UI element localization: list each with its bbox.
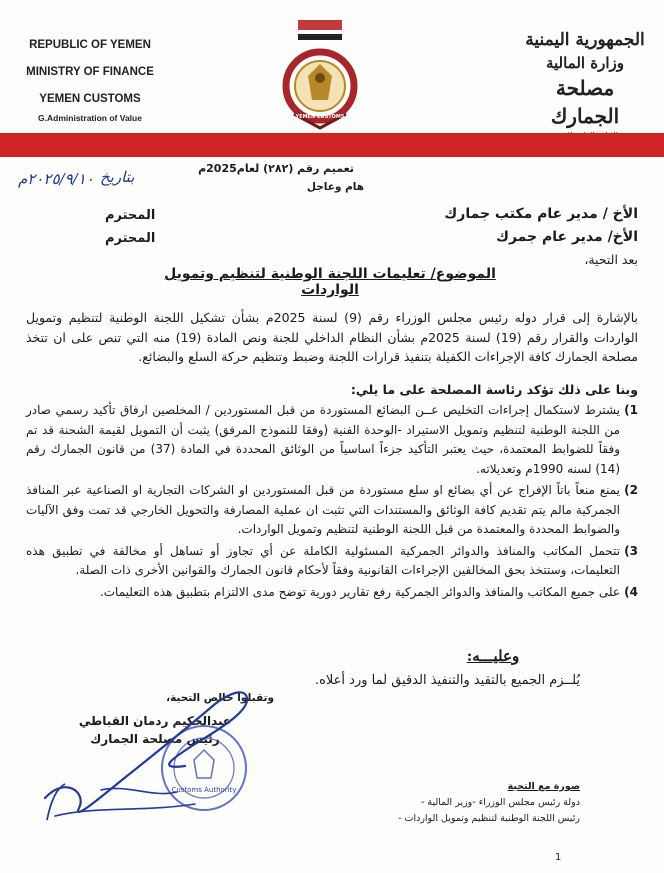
signatory-name: عبدالحكيم ردمان القباطي	[78, 714, 232, 728]
header-en-line: MINISTRY OF FINANCE	[26, 66, 154, 78]
signatory-title: رئيس مصلحة الجمارك	[90, 732, 220, 746]
item-number: 1)	[624, 403, 638, 417]
customs-emblem-logo	[280, 18, 360, 138]
subject-line: الموضوع/ تعليمات اللجنة الوطنية لتنظيم وتمويل الواردات	[164, 266, 496, 298]
header-ar-line: مصلحة الجمارك	[550, 76, 620, 128]
greeting: بعد التحية،	[584, 252, 638, 267]
copy-recipient: رئيس اللجنة الوطنية لتنظيم وتمويل الواردات -	[398, 811, 580, 827]
list-item	[26, 542, 638, 581]
list-item	[26, 481, 638, 540]
handwritten-signature	[35, 680, 275, 830]
lead-sentence: وبنا على ذلك تؤكد رئاسة المصلحة على ما يلي:	[350, 382, 638, 397]
stamp-text: Customs Authority	[171, 786, 237, 794]
thanks-line: وتقبلوا خالص التحية،	[166, 692, 274, 704]
addressee-line: الأخ / مدير عام مكتب جمارك	[444, 206, 638, 222]
copies-list	[398, 795, 580, 827]
urgent-label: هام وعاجل	[306, 181, 364, 193]
closing-sentence: يُلــزم الجميع بالتقيد والتنفيذ الدقيق لما ورد أعلاه.	[314, 673, 580, 688]
header-ar-line: الجمهورية اليمنية	[525, 30, 645, 50]
header-english	[10, 38, 170, 138]
addressee-line: الأخ/ مدير عام جمرك	[496, 229, 638, 245]
closing-heading: وعليـــه:	[466, 647, 520, 665]
header-red-bar	[0, 133, 664, 157]
handwritten-date: ٢٠٢٥/٩/١٠م	[18, 170, 94, 188]
page-number: 1	[555, 852, 562, 863]
header-ar-line: وزارة المالية	[545, 54, 625, 72]
item-text: يمنع منعاً باتاً الإفراج عن أي بضائع او سلع مستوردة من قبل المستوردين او الشركات التجارية او الصناعية عبر المنافذ الجمركية مالم يتم تقديم كافة الوثائق والمستندات التي تثبت ان عملية المصارفة والتحويل الخارجي قد تمت وفق الآليات والضوابط المحددة والمعتمدة من قبل اللجنة الوطنية لتنظيم وتمويل الواردات.	[26, 483, 620, 536]
item-text: تتحمل المكاتب والمنافذ والدوائر الجمركية المسئولية الكاملة عن أي تجاوز أو تساهل أو مخالفة في تطبيق هذه التعليمات، وستتخذ بحق المخالفين الإجراءات القانونية وفقاً لأحكام قانون الجمارك والقوانين الأخرى ذات الصلة.	[26, 543, 620, 577]
logo-text: YEMEN CUSTOMS	[295, 114, 345, 120]
header-arabic	[520, 28, 650, 142]
copies-title: صورة مع التحية	[507, 781, 580, 792]
copy-recipient: دولة رئيس مجلس الوزراء -وزير المالية -	[398, 795, 580, 811]
circular-number: تعميم رقم (٢٨٢) لعام2025م	[198, 162, 354, 175]
list-item	[26, 401, 638, 479]
header-en-line: G.Administration of Value	[38, 113, 142, 123]
intro-paragraph: بالإشارة إلى قرار دوله رئيس مجلس الوزراء رقم (9) لسنة 2025م بشأن تشكيل اللجنة الوطنية لتنظيم وتمويل الواردات والقرار رقم (19) لسنة 2025م بشأن النظام الداخلي للجنة ونص المادة (19) منه التي تنص على ان تتخذ مصلحة الجمارك كافة الإجراءات الكفيلة بتنفيذ قرارات اللجنة وضبط وتنظيم حركة السلع والبضائع.	[26, 310, 638, 364]
honorific: المحترم	[105, 231, 156, 246]
item-number: 2)	[624, 483, 638, 497]
list-item	[26, 583, 638, 603]
honorific: المحترم	[105, 208, 156, 223]
instruction-list	[26, 401, 638, 604]
item-number: 3)	[624, 543, 638, 558]
item-text: يشترط لاستكمال إجراءات التخليص عــن البضائع المستوردة من قبل المستوردين / المخلصين ارفاق تأكيد رسمي صادر من اللجنة الوطنية لتنظيم وتمويل الاستيراد -الوحدة الفنية (وفقا للنموذج المرفق) يثبت أن التمويل لقيمة الشحنة قد تم وفقاً للضوابط المعتمدة، حيث يعتبر التأكيد جزءاً اساسياً من الوثائق المحددة في المادة (37) من قانون الجمارك رقم (14) لسنه 1990م وتعديلاته.	[26, 403, 620, 476]
item-number: 4)	[624, 584, 638, 599]
item-text: على جميع المكاتب والمنافذ والدوائر الجمركية رفع تقارير دورية توضح مدى الالتزام بتطبيق هذه التعليمات.	[99, 584, 620, 599]
header-en-line: REPUBLIC OF YEMEN	[29, 39, 151, 51]
date-label: بتاريخ	[100, 168, 135, 186]
header-en-line: YEMEN CUSTOMS	[39, 93, 141, 105]
